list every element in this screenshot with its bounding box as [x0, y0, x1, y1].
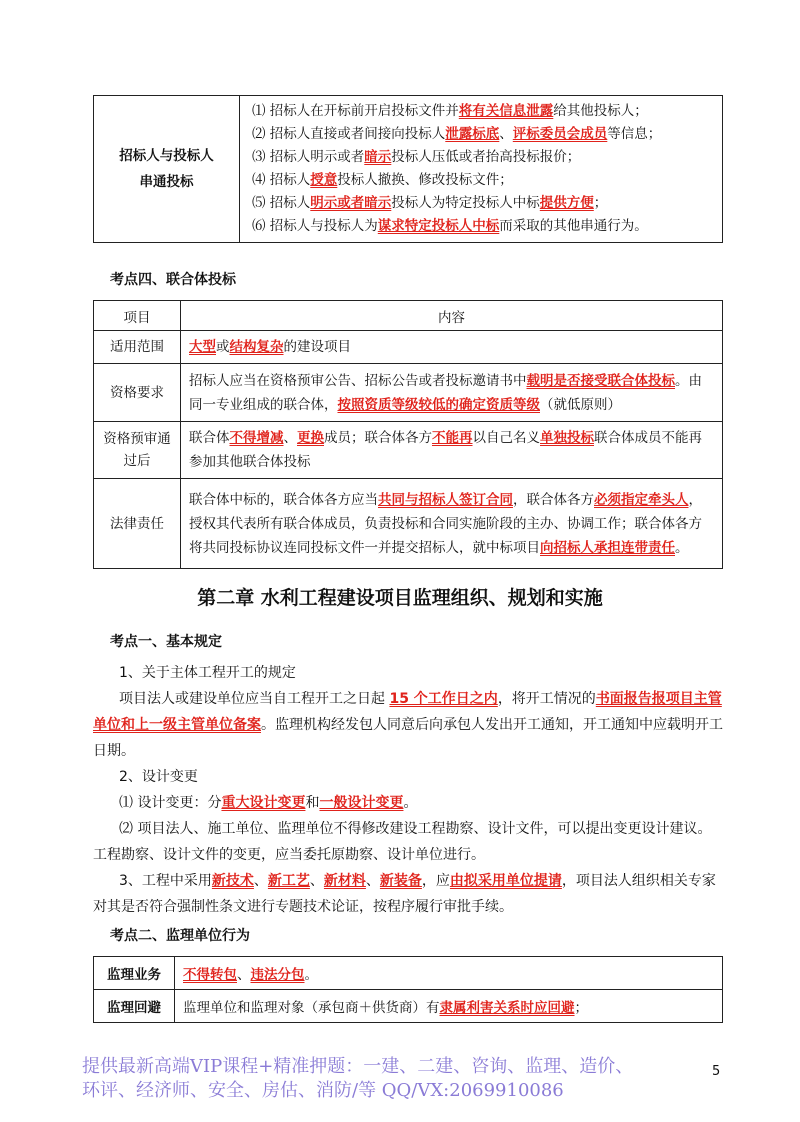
collusion-item [252, 123, 722, 146]
plain-text: （就低原则） [540, 396, 621, 413]
collusion-item [252, 169, 722, 192]
plain-text: ； [574, 1000, 588, 1016]
highlight-text: 不能再 [432, 430, 473, 446]
table-header: 项目 [94, 301, 181, 331]
highlight-text: 共同与招标人签订合同 [378, 491, 513, 508]
highlight-text: 重大设计变更 [221, 795, 306, 811]
plain-text: 、 [237, 967, 251, 983]
highlight-text: 单独投标 [540, 430, 594, 446]
highlight-text: 新装备 [379, 873, 422, 889]
row-content [181, 422, 723, 479]
plain-text: 等信息； [607, 126, 662, 142]
plain-text: 联合体成员不能再参加其他联合体投标 [189, 430, 702, 470]
collusion-item [252, 192, 722, 215]
plain-text: ，项目法人组织相关专家对其是否符合强制性条文进行专题技术论证，按程序履行审批手续。 [93, 873, 716, 915]
item3-text [93, 868, 723, 920]
plain-text: ； [593, 195, 608, 211]
row-label: 资格预审通过后 [94, 422, 181, 479]
consortium-table [93, 300, 723, 569]
plain-text: ，将开工情况的 [497, 691, 596, 707]
plain-text: ⑶ 招标人明示或者 [252, 149, 365, 165]
highlight-text: 更换 [297, 430, 324, 446]
plain-text: 项目法人或建设单位应当自工程开工之日起 [119, 691, 390, 707]
collusion-item [252, 215, 722, 238]
plain-text: 招标人应当在资格预审公告、招标公告或者投标邀请书中 [189, 372, 527, 389]
highlight-text: 评标委员会成员 [512, 126, 608, 142]
plain-text: 给其他投标人； [553, 103, 648, 119]
collusion-item [252, 146, 722, 169]
highlight-text: 15 个工作日之内 [389, 691, 498, 707]
highlight-text: 按照资质等级较低的确定资质等级 [337, 396, 540, 413]
item2-sub1 [93, 790, 723, 816]
plain-text: 。由同一专业组成的联合体， [189, 372, 702, 413]
collusion-table [93, 95, 723, 243]
highlight-text: 必须指定牵头人 [594, 491, 689, 508]
plain-text: 的建设项目 [283, 339, 351, 355]
row-content [181, 479, 723, 569]
highlight-text: 新工艺 [267, 873, 310, 889]
highlight-text: 由拟采用单位提请 [449, 873, 562, 889]
plain-text: ⑸ 招标人 [252, 195, 311, 211]
highlight-text: 向招标人承担连带责任 [540, 539, 675, 556]
plain-text: 成员；联合体各方 [324, 430, 432, 446]
row-label: 资格要求 [94, 364, 181, 422]
plain-text: 。 [304, 967, 318, 983]
collusion-item [252, 100, 722, 123]
row-content [181, 331, 723, 364]
section2-title: 考点二、监理单位行为 [110, 928, 250, 944]
plain-text: 、 [253, 873, 268, 889]
row-label: 适用范围 [94, 331, 181, 364]
row-label: 监理回避 [94, 990, 175, 1023]
plain-text: ，联合体各方 [513, 491, 594, 508]
highlight-text: 泄露标底 [445, 126, 500, 142]
highlight-text: 暗示 [364, 149, 392, 165]
plain-text: 联合体 [189, 430, 230, 446]
highlight-text: 违法分包 [250, 967, 305, 983]
highlight-text: 大型 [189, 339, 216, 355]
plain-text: 和 [305, 795, 320, 811]
plain-text: 投标人为特定投标人中标 [391, 195, 540, 211]
plain-text: 、 [365, 873, 380, 889]
highlight-text: 新技术 [211, 873, 254, 889]
supervision-table [93, 956, 723, 1023]
row-content [175, 957, 723, 990]
plain-text: 3、工程中采用 [119, 873, 212, 889]
plain-text: ，授权其代表所有联合体成员，负责投标和合同实施阶段的主办、协调工作；联合体各方将共同投标协议连同投标文件一并提交招标人，就中标项目 [189, 491, 702, 556]
item1-text [93, 686, 723, 764]
table-header: 内容 [181, 301, 723, 331]
plain-text: 投标人压低或者抬高投标报价； [391, 149, 581, 165]
highlight-text: 书面报告报项目主管单位和上一级主管单位备案 [93, 691, 722, 733]
page-number: 5 [712, 1064, 721, 1079]
plain-text: ⑷ 招标人 [252, 172, 311, 188]
plain-text: 或 [216, 339, 230, 355]
highlight-text: 一般设计变更 [319, 795, 404, 811]
section1-title: 考点一、基本规定 [110, 634, 222, 650]
basic-rules [93, 660, 723, 920]
plain-text: 而采取的其他串通行为。 [499, 218, 648, 234]
plain-text: 、 [499, 126, 513, 142]
highlight-text: 提供方便 [539, 195, 594, 211]
plain-text: ⑴ 招标人在开标前开启投标文件并 [252, 103, 459, 119]
row-content [181, 364, 723, 422]
section4-title: 考点四、联合体投标 [110, 272, 236, 288]
item1-title: 1、关于主体工程开工的规定 [119, 665, 296, 681]
highlight-text: 载明是否接受联合体投标 [526, 372, 675, 389]
plain-text: ⑹ 招标人与投标人为 [252, 218, 378, 234]
item2-title: 2、设计变更 [119, 769, 198, 785]
row-label: 法律责任 [94, 479, 181, 569]
plain-text: 。 [403, 795, 418, 811]
plain-text: 以自己名义 [472, 430, 540, 446]
footer-ad: 提供最新高端VIP课程+精准押题：一建、二建、咨询、监理、造价、 环评、经济师、安全、房估、消防/等 QQ/VX:2069910086 [82, 1056, 634, 1101]
highlight-text: 授意 [310, 172, 338, 188]
highlight-text: 新材料 [323, 873, 366, 889]
plain-text: 投标人撤换、修改投标文件； [337, 172, 513, 188]
highlight-text: 将有关信息泄露 [458, 103, 554, 119]
highlight-text: 不得增减 [229, 430, 284, 446]
plain-text: 监理单位和监理对象（承包商＋供货商）有 [183, 1000, 440, 1016]
item2-sub2: ⑵ 项目法人、施工单位、监理单位不得修改建设工程勘察、设计文件，可以提出变更设计建议。工程勘察、设计文件的变更，应当委托原勘察、设计单位进行。 [93, 821, 712, 863]
collusion-label: 招标人与投标人 串通投标 [94, 96, 240, 243]
plain-text: ，应 [421, 873, 450, 889]
highlight-text: 隶属利害关系时应回避 [439, 1000, 575, 1016]
highlight-text: 不得转包 [183, 967, 237, 983]
plain-text: 联合体中标的，联合体各方应当 [189, 491, 378, 508]
plain-text: 。监理机构经发包人同意后向承包人发出开工通知，开工通知中应载明开工日期。 [93, 717, 723, 759]
collusion-items [240, 96, 723, 243]
row-label: 监理业务 [94, 957, 175, 990]
plain-text: 、 [309, 873, 324, 889]
highlight-text: 明示或者暗示 [310, 195, 392, 211]
row-content [175, 990, 723, 1023]
plain-text: ⑵ 招标人直接或者间接向投标人 [252, 126, 446, 142]
plain-text: 。 [675, 539, 689, 556]
chapter-title: 第二章 水利工程建设项目监理组织、规划和实施 [197, 587, 603, 609]
highlight-text: 结构复杂 [229, 339, 284, 355]
highlight-text: 谋求特定投标人中标 [377, 218, 500, 234]
plain-text: 、 [283, 430, 297, 446]
plain-text: ⑴ 设计变更：分 [119, 795, 222, 811]
